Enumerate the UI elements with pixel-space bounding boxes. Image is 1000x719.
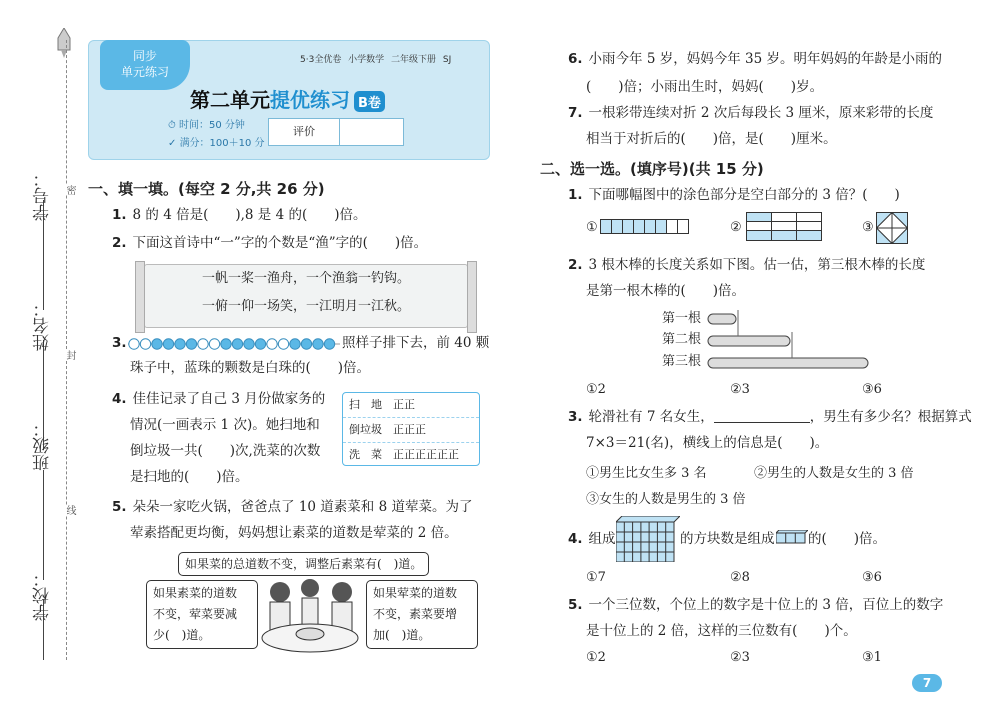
chore-row: 倒垃圾 正正正 [343,418,479,443]
s2-q4-mid: 的方块数是组成 [680,531,775,547]
bead [198,339,208,349]
bead [232,339,242,349]
s2-q4-end: 的( )倍。 [808,531,887,547]
s2-q2-opt3: ③6 [862,382,882,397]
s1-q5-l2: 荤素搭配更均衡，妈妈想让素菜的道数是荤菜的 2 倍。 [130,525,458,541]
s1-q7-l2: 相当于对折后的( )倍，是( )厘米。 [586,131,837,147]
s1-q4-l2: 情况(一画表示 1 次)。她扫地和 [130,417,320,433]
s2-q1: 1. 下面哪幅图中的涂色部分是空白部分的 3 倍？( ) [568,187,900,203]
bar-cell [678,220,689,234]
bar-cell [656,220,667,234]
small-cube-block [776,530,808,544]
large-cube-block [616,516,680,562]
bead [255,339,265,349]
family-hotpot-illustration [258,572,362,658]
chore-row: 扫 地 正正 [343,393,479,418]
s2-q5-l2: 是十位上的 2 倍，这样的三位数有( )个。 [586,623,857,639]
s2-q1-opt1: ① [586,220,598,235]
s1-q5: 5. 朵朵一家吃火锅，爸爸点了 10 道素菜和 8 道荤菜。为了 [112,499,473,515]
option1-bar-figure [600,219,690,235]
bead [244,339,254,349]
bead [163,339,173,349]
bead [209,339,219,349]
seal-mark-feng: 封 [64,350,75,360]
s1-q6: 6. 小雨今年 5 岁，妈妈今年 35 岁。明年妈妈的年龄是小雨的 [568,51,942,67]
s1-q4-l3: 倒垃圾一共( )次,洗菜的次数 [130,443,321,459]
page-number: 7 [912,674,942,692]
s2-q1-opt3: ③ [862,220,874,235]
s2-q3-opt3: ③女生的人数是男生的 3 倍 [586,492,746,507]
s1-q3-text: 照样子排下去，前 40 颗 [342,335,490,351]
poem-scroll [144,264,468,328]
s2-q5-opt2: ②3 [730,650,750,665]
s1-q6-l2: ( )倍；小雨出生时，妈妈( )岁。 [586,79,824,95]
s1-q3-text2: 珠子中，蓝珠的颗数是白珠的( )倍。 [130,360,371,376]
s2-q3-opt2: ②男生的人数是女生的 3 倍 [754,466,914,481]
bar-cell [634,220,645,234]
book-meta: 5·3全优卷 小学数学 二年级下册 SJ [300,55,452,65]
evaluation-label: 评价 [269,119,340,145]
class-label: 班级： [33,420,53,471]
evaluation-box [268,118,404,146]
id-label: 学号： [33,170,53,221]
seal-mark-mi: 密 [64,185,75,195]
seal-mark-xian: 线 [64,505,75,515]
s2-q3-opt1: ①男生比女生多 3 名 [586,466,707,481]
page-title: 第二单元提优练习 B卷 [190,84,385,113]
bead [278,339,288,349]
poem-line-1: 一帆一桨一渔舟，一个渔翁一钓钩。 [201,271,410,286]
s1-q1: 1. 8 的 4 倍是( ),8 是 4 的( )倍。 [112,207,367,223]
s2-q3-l2: 7×3＝21(名)，横线上的信息是( )。 [586,435,829,451]
option3-square-figure [876,212,908,244]
bar-cell [612,220,623,234]
s1-q7: 7. 一根彩带连续对折 2 次后每段长 3 厘米，原来彩带的长度 [568,105,934,121]
s2-q4-opt1: ①7 [586,570,606,585]
score-info: ✓ 满分：100＋10 分 [168,138,265,149]
s2-q4-opt3: ③6 [862,570,882,585]
bead-string [128,334,340,354]
school-label: 学校： [33,570,53,621]
bubble-left: 如果素菜的道数 不变，荤菜要减 少( )道。 [146,580,258,649]
s2-q2-opt1: ①2 [586,382,606,397]
s2-q5-opt1: ①2 [586,650,606,665]
s1-q4: 4. 佳佳记录了自己 3 月份做家务的 [112,391,326,407]
bead [140,339,150,349]
s2-q3: 3. 轮滑社有 7 名女生， ，男生有多少名？根据算式 [568,404,972,430]
s2-q2-opt2: ②3 [730,382,750,397]
rocket-icon [56,28,72,58]
bead [175,339,185,349]
s2-q1-opt2: ② [730,220,742,235]
s2-q4-opt2: ②8 [730,570,750,585]
s2-q2: 2. 3 根木棒的长度关系如下图。估一估，第三根木棒的长度 [568,257,926,273]
bar-cell [601,220,612,234]
chore-row: 洗 菜 正正正正正正 [349,448,459,461]
sticks-diagram [706,310,876,376]
chores-table [342,392,480,466]
s2-q4: 4. 组成 [568,531,616,547]
unit-badge: 同步 单元练习 [100,40,190,90]
stick-label-2: 第二根 [662,332,702,347]
bar-cell [645,220,656,234]
section2-title: 二、选一选。(填序号)(共 15 分) [540,160,764,178]
s2-q5-opt3: ③1 [862,650,882,665]
s1-q2: 2. 下面这首诗中“一”字的个数是“渔”字的( )倍。 [112,235,428,251]
bead [129,339,139,349]
s1-q4-l4: 是扫地的( )倍。 [130,469,249,485]
class-blank [43,470,44,580]
bead [313,339,323,349]
bar-cell [667,220,678,234]
bead [267,339,277,349]
option2-grid-figure [746,212,822,242]
answer-blank-line [714,406,810,423]
s1-q3-number: 3. [112,335,127,351]
stick-label-3: 第三根 [662,354,702,369]
bubble-right: 如果荤菜的道数 不变，素菜要增 加( )道。 [366,580,478,649]
bead [186,339,196,349]
bead [301,339,311,349]
bubble-top: 如果菜的总道数不变，调整后素菜有( )道。 [178,552,429,576]
s2-q2-l2: 是第一根木棒的( )倍。 [586,283,746,299]
stick-label-1: 第一根 [662,311,702,326]
bar-cell [623,220,634,234]
bead [152,339,162,349]
bead [290,339,300,349]
section1-title: 一、填一填。(每空 2 分,共 26 分) [88,180,325,198]
time-info: ⏱ 时间：50 分钟 [168,120,245,131]
s2-q5: 5. 一个三位数，个位上的数字是十位上的 3 倍，百位上的数字 [568,597,944,613]
poem-line-2: 一俯一仰一场笑，一江明月一江秋。 [201,299,410,314]
bead [324,339,334,349]
name-label: 姓名： [33,300,53,351]
bead [221,339,231,349]
